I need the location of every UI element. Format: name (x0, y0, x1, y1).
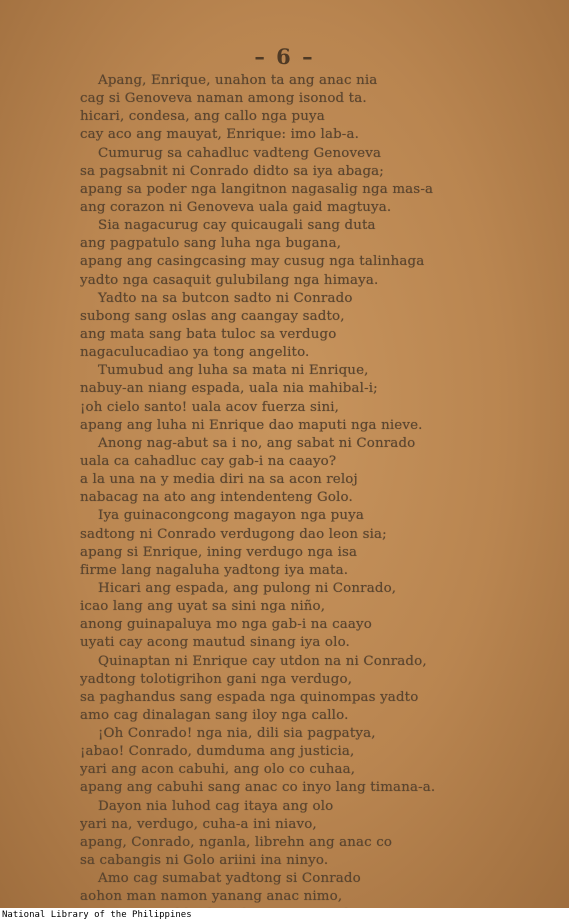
text-line: Cumurug sa cahadluc vadteng Genoveva (98, 145, 382, 161)
text-line: sa cabangis ni Golo ariini ina ninyo. (80, 853, 329, 869)
text-line: Apang, Enrique, unahon ta ang anac nia (98, 73, 378, 88)
text-line: Tumubud ang luha sa mata ni Enrique, (98, 363, 369, 379)
text-line: apang ang cabuhi sang anac co inyo lang timana-a. (80, 780, 436, 796)
text-line: sa paghandus sang espada nga quinompas yadto (80, 689, 419, 705)
text-line: yadto nga casaquit gulubilang nga himaya. (80, 272, 379, 288)
text-line: Quinaptan ni Enrique cay utdon na ni Conrado, (98, 653, 427, 669)
text-line: uyati cay acong mautud sinang iya olo. (80, 635, 350, 651)
text-line: Anong nag-abut sa i no, ang sabat ni Conrado (98, 435, 416, 451)
text-line: firme lang nagaluha yadtong iya mata. (80, 562, 349, 578)
text-line: a la una na y media diri na sa acon reloj (80, 472, 358, 488)
text-line: anong guinapaluya mo nga gab-i na caayo (80, 617, 372, 633)
text-line: ang mata sang bata tuloc sa verdugo (80, 326, 337, 342)
text-line: icao lang ang uyat sa sini nga niño, (80, 599, 326, 615)
text-line: Yadto na sa butcon sadto ni Conrado (98, 290, 353, 306)
text-line: yari na, verdugo, cuha-a ini niavo, (80, 816, 317, 832)
text-line: apang ang luha ni Enrique dao maputi nga nieve. (80, 417, 423, 433)
text-line: uala ca cahadluc cay gab-i na caayo? (80, 453, 337, 469)
text-line: ¡abao! Conrado, dumduma ang justicia, (80, 744, 355, 760)
text-line: Sia nagacurug cay quicaugali sang duta (98, 218, 376, 234)
text-line: apang sa poder nga langitnon nagasalig nga mas-a (80, 181, 434, 197)
text-line: apang ang casingcasing may cusug nga talinhaga (80, 254, 425, 270)
text-line: sadtong ni Conrado verdugong dao leon sia; (80, 526, 387, 542)
text-line: ang pagpatulo sang luha nga bugana, (80, 236, 342, 252)
text-line: aohon man namon yanang anac nimo, (80, 889, 343, 905)
text-line: Hicari ang espada, ang pulong ni Conrado, (98, 580, 397, 596)
text-line: ang corazon ni Genoveva uala gaid magtuya. (80, 199, 392, 215)
text-line: hicari, condesa, ang callo nga puya (80, 109, 325, 125)
text-line: cay aco ang mauyat, Enrique: imo lab-a. (80, 127, 360, 143)
text-line: Dayon nia luhod cag itaya ang olo (98, 798, 334, 814)
poem-text-block (80, 72, 530, 908)
text-line: nabacag na ato ang intendenteng Golo. (80, 490, 353, 506)
page-number: – 6 – (254, 44, 315, 69)
text-line: subong sang oslas ang caangay sadto, (80, 308, 345, 324)
library-attribution: National Library of the Philippines (0, 908, 569, 923)
text-line: cag si Genoveva naman among isonod ta. (80, 91, 367, 107)
text-line: nagaculucadiao ya tong angelito. (80, 345, 310, 361)
text-line: ¡oh cielo santo! uala acov fuerza sini, (80, 399, 340, 415)
text-line: nabuy-an niang espada, uala nia mahibal-i; (80, 381, 378, 397)
text-line: amo cag dinalagan sang iloy nga callo. (80, 707, 349, 723)
text-line: yari ang acon cabuhi, ang olo co cuhaa, (80, 762, 356, 778)
text-line: Iya guinacongcong magayon nga puya (98, 508, 364, 524)
text-line: yadtong tolotigrihon gani nga verdugo, (80, 671, 353, 687)
text-line: apang, Conrado, nganla, librehn ang anac co (80, 834, 393, 850)
text-line: Amo cag sumabat yadtong si Conrado (98, 871, 361, 887)
text-line: sa pagsabnit ni Conrado didto sa iya abaga; (80, 163, 384, 179)
text-line: apang si Enrique, ining verdugo nga isa (80, 544, 358, 560)
text-line: ¡Oh Conrado! nga nia, dili sia pagpatya, (98, 726, 376, 742)
